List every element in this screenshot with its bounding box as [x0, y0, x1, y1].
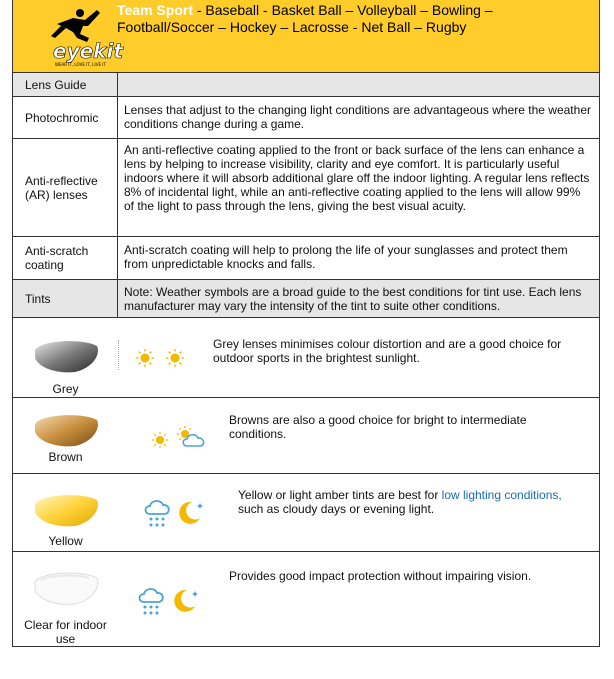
lens-guide-heading-row: [13, 72, 599, 96]
tint-row-clear: [13, 551, 599, 647]
sports-list: - Baseball - Basket Ball – Volleyball – Bowling – Football/Soccer – Hockey – Lacrosse - Net Ball – Rugby: [117, 2, 493, 35]
lens-row-anti-scratch: [13, 236, 599, 279]
tint-row-grey: [13, 317, 599, 397]
brown-lens-image: [31, 410, 101, 450]
lens-guide-heading: Lens Guide: [13, 73, 118, 96]
tints-note: Note: Weather symbols are a broad guide to the best conditions for tint use. Each lens manufacturer may vary the intensity of the tint to suite other conditions.: [124, 285, 582, 313]
sun-icon: [135, 348, 155, 368]
lens-guide-sheet: [12, 0, 600, 647]
lens-label: Anti-reflective (AR) lenses: [13, 139, 118, 236]
sun-icon: [165, 348, 185, 368]
lens-label: Anti-scratch coating: [13, 237, 118, 279]
yellow-lens-image: [31, 490, 101, 530]
lens-text: Lenses that adjust to the changing light conditions are advantageous where the weather conditions change during a game.: [124, 103, 591, 131]
sports-heading: [117, 2, 587, 36]
lens-text: An anti-reflective coating applied to the front or back surface of the lens can enhance a lens by helping to increase visibility, clarity and eye comfort. It is particularly useful indoors where it will absorb additional glare off the indoor lighting. A regular lens reflects 8% of incidental light, while an anti-reflective coating applied to the lens will allow 99% of the light to pass through the lens, giving the best visual acuity.: [124, 143, 590, 213]
tint-description: Browns are also a good choice for bright to intermediate conditions.: [229, 413, 527, 441]
lens-text: Anti-scratch coating will help to prolong the life of your sunglasses and protect them from unpredictable knocks and falls.: [124, 243, 568, 271]
lens-label: Photochromic: [13, 97, 118, 138]
tint-label: Clear for indoor use: [24, 618, 107, 646]
sun-cloud-icon: [176, 425, 208, 449]
tint-label: Yellow: [48, 534, 83, 548]
sport-category: Team Sport: [117, 2, 193, 18]
tint-description-part: Yellow or light amber tints are best for: [238, 488, 442, 502]
rain-cloud-icon: [137, 586, 165, 616]
tints-heading-row: [13, 279, 599, 317]
clear-lens-image: [31, 568, 101, 608]
tint-row-brown: [13, 397, 599, 473]
tint-row-yellow: [13, 473, 599, 551]
tint-description-highlight: low lighting conditions,: [441, 488, 562, 502]
rain-cloud-icon: [143, 498, 171, 528]
grey-lens-image: [31, 336, 101, 376]
moon-icon: [171, 586, 199, 614]
lens-row-photochromic: [13, 96, 599, 138]
eyekit-logo: [33, 4, 123, 68]
svg-text:WEAR IT, LOVE IT, LIVE IT: WEAR IT, LOVE IT, LIVE IT: [55, 62, 106, 67]
svg-text:eyekit: eyekit: [53, 39, 123, 63]
sun-icon: [151, 431, 169, 449]
tint-description: Grey lenses minimises colour distortion and are a good choice for outdoor sports in the brightest sunlight.: [213, 337, 562, 365]
header-banner: [13, 0, 599, 72]
moon-icon: [176, 498, 204, 526]
icon-box: [118, 340, 209, 370]
tint-label: Brown: [48, 450, 83, 464]
tint-description: [238, 488, 588, 516]
tint-description-part: such as cloudy days or evening light.: [238, 502, 435, 516]
tint-description: Provides good impact protection without impairing vision.: [229, 569, 532, 583]
tints-heading: Tints: [13, 280, 118, 317]
lens-row-anti-reflective: [13, 138, 599, 236]
tint-label: Grey: [52, 382, 79, 396]
